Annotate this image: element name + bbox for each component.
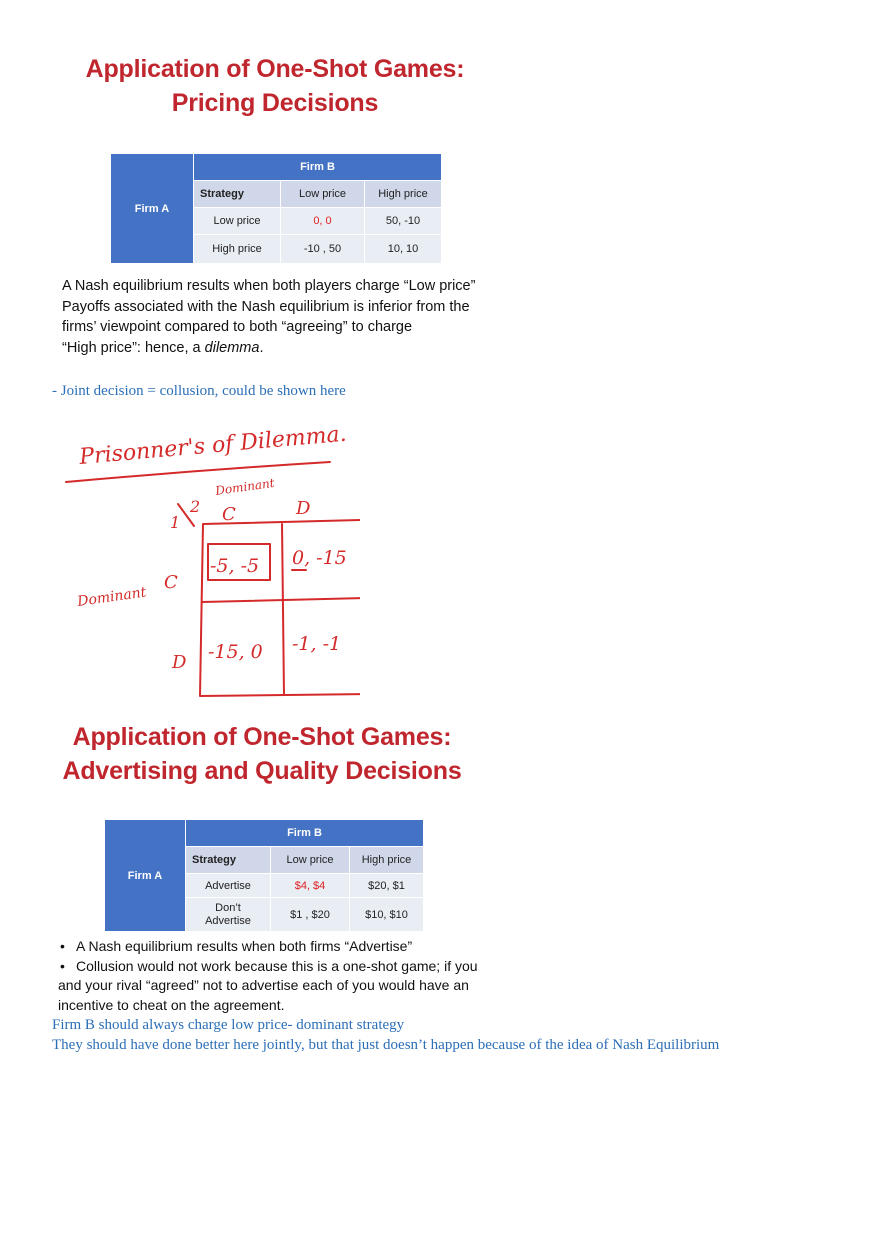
strategy-header: Strategy [194, 181, 281, 208]
payoff-cell: $1 , $20 [271, 898, 350, 932]
row-label: High price [194, 235, 281, 264]
slide1-title [60, 52, 490, 120]
payoff-cell-nash: $4, $4 [271, 874, 350, 898]
note-dominant-strategy: Firm B should always charge low price- dominant strategy [52, 1017, 405, 1033]
handwritten-title: Prisonner's of Dilemma. [78, 421, 348, 470]
bullet-item [58, 937, 498, 957]
column-header: Low price [271, 847, 350, 874]
pricing-payoff-table [110, 153, 442, 264]
payoff-cell: 10, 10 [365, 235, 442, 264]
payoff-dd: -1, -1 [292, 633, 342, 655]
payoff-cell: 50, -10 [365, 208, 442, 235]
column-header: High price [365, 181, 442, 208]
text-line [62, 338, 502, 359]
bullet-item [58, 957, 498, 977]
column-label-d: D [296, 498, 311, 519]
row-label-line: Don’t [215, 901, 241, 914]
firm-b-label: Firm B [186, 820, 424, 847]
firm-a-label: Firm A [111, 154, 194, 264]
text-line: firms’ viewpoint compared to both “agreeing” to charge [62, 319, 413, 335]
player-label-1: 1 [170, 513, 181, 532]
payoff-dc: -15, 0 [208, 641, 263, 663]
note-nash-equilibrium: They should have done better here jointly, but that just doesn’t happen because of the idea of Nash Equilibrium [52, 1037, 720, 1053]
firm-b-label: Firm B [194, 154, 442, 181]
row-label: Low price [194, 208, 281, 235]
slide2-title-line2: Advertising and Quality Decisions [62, 757, 462, 785]
player-label-2: 2 [190, 497, 201, 516]
dominant-top-label: Dominant [214, 475, 276, 498]
text-line: Payoffs associated with the Nash equilibrium is inferior from the [62, 298, 470, 315]
payoff-cell: -10 , 50 [281, 235, 365, 264]
slide2-bullets [58, 937, 498, 1015]
matrix-vertical [282, 524, 284, 695]
bullet-dot: • [60, 957, 65, 974]
slide1-title-line2: Pricing Decisions [171, 89, 379, 117]
row-label: Advertise [186, 874, 271, 898]
firm-a-label: Firm A [105, 820, 186, 932]
column-label-c: C [222, 504, 236, 525]
slide1-explanation [62, 276, 502, 358]
advertising-payoff-table [104, 819, 424, 932]
bullet-text-line: incentive to cheat on the agreement. [58, 996, 285, 1013]
bullet-dot: • [60, 938, 65, 954]
row-label [186, 898, 271, 932]
strategy-header: Strategy [186, 847, 271, 874]
dominant-left-label: Dominant [76, 584, 148, 610]
payoff-cell: $20, $1 [350, 874, 424, 898]
bullet-text: Collusion would not work because this is a one-shot game; if you [76, 957, 478, 974]
period: . [259, 339, 264, 356]
payoff-cc: -5, -5 [210, 555, 260, 577]
matrix-horizontal [202, 598, 360, 602]
payoff-cd: 0, -15 [292, 547, 347, 569]
note-joint-decision: - Joint decision = collusion, could be shown here [52, 383, 346, 399]
text-line-part: “High price”: hence, a [62, 339, 205, 356]
row-label-c: C [164, 572, 178, 593]
handwritten-prisoners-dilemma [60, 420, 360, 710]
bullet-text-line: and your rival “agreed” not to advertise each of you would have an [58, 977, 469, 993]
payoff-cell: $10, $10 [350, 898, 424, 932]
slide2-title [52, 720, 472, 788]
dilemma-word: dilemma [204, 339, 260, 356]
bullet-text: A Nash equilibrium results when both firms “Advertise” [76, 938, 413, 954]
payoff-cell-nash: 0, 0 [281, 208, 365, 235]
text-line: A Nash equilibrium results when both players charge “Low price” [62, 278, 476, 294]
column-header: High price [350, 847, 424, 874]
column-header: Low price [281, 181, 365, 208]
row-label-line: Advertise [205, 914, 251, 927]
row-label-d: D [172, 652, 187, 673]
slide2-title-line1: Application of One-Shot Games: [72, 723, 452, 751]
slide1-title-line1: Application of One-Shot Games: [85, 55, 465, 83]
